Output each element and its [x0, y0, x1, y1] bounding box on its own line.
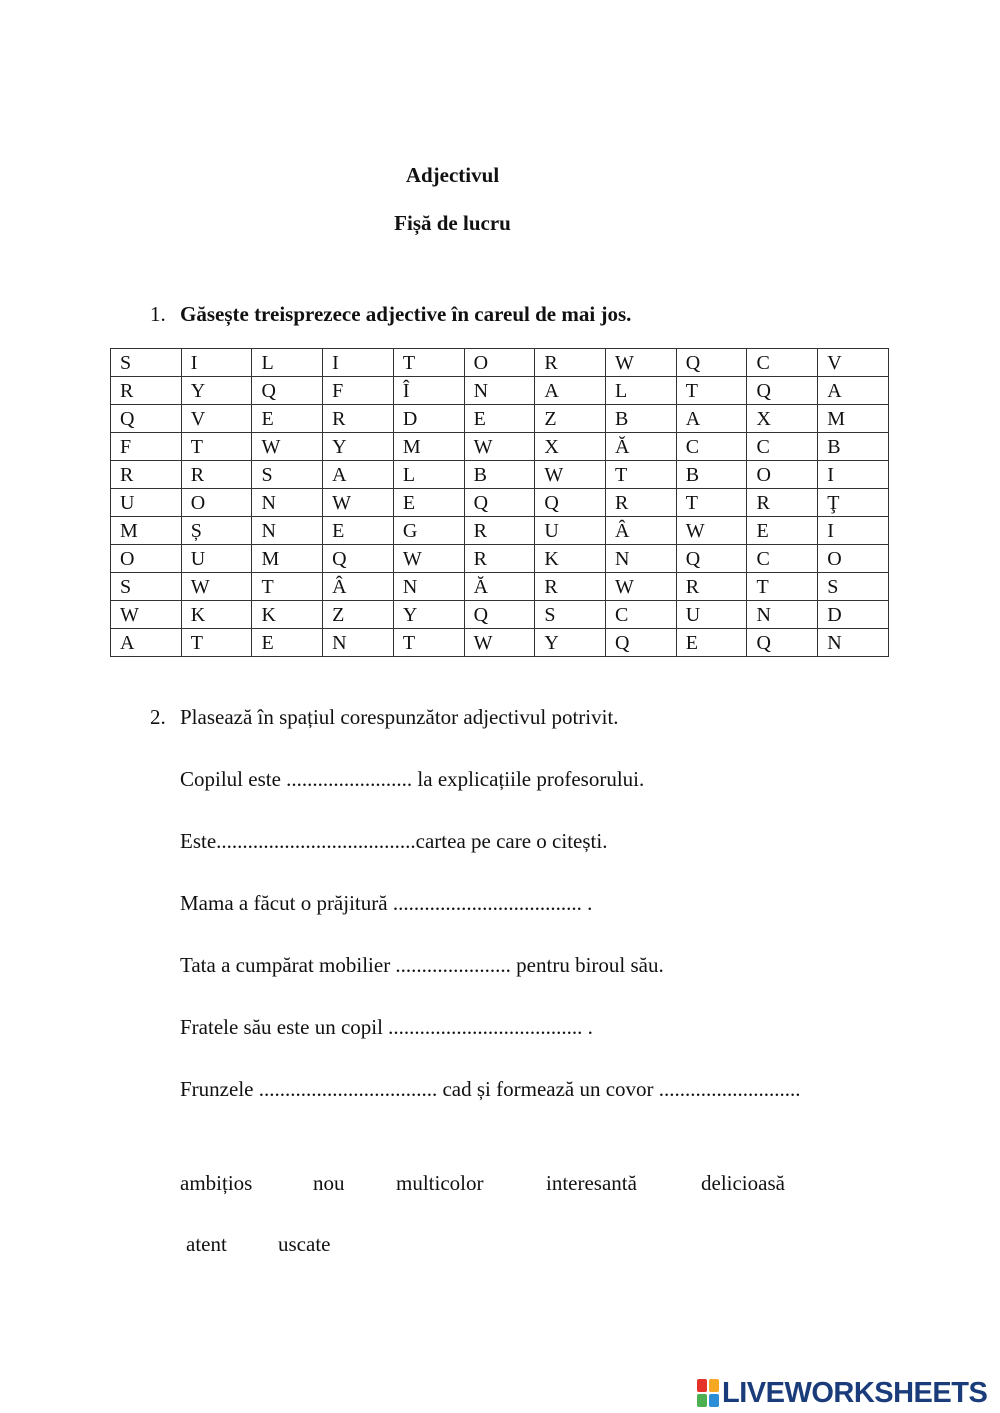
grid-cell: S: [252, 461, 323, 489]
grid-cell: S: [111, 573, 182, 601]
grid-cell: G: [393, 517, 464, 545]
exercise-1-number: 1.: [150, 302, 166, 326]
grid-cell: M: [111, 517, 182, 545]
grid-cell: U: [676, 601, 747, 629]
grid-cell: T: [747, 573, 818, 601]
grid-cell: O: [818, 545, 889, 573]
grid-cell: Q: [323, 545, 394, 573]
grid-cell: I: [818, 517, 889, 545]
grid-cell: W: [535, 461, 606, 489]
grid-row: [111, 629, 889, 657]
grid-cell: Ș: [181, 517, 252, 545]
grid-cell: M: [252, 545, 323, 573]
page-subtitle: Fișă de lucru: [394, 211, 511, 235]
grid-cell: O: [747, 461, 818, 489]
grid-cell: K: [181, 601, 252, 629]
fill-in-sentence: Fratele său este un copil ..................................... .: [180, 1015, 593, 1039]
grid-cell: S: [111, 349, 182, 377]
watermark-text: LIVEWORKSHEETS: [722, 1376, 988, 1409]
grid-cell: D: [818, 601, 889, 629]
grid-cell: R: [747, 489, 818, 517]
grid-cell: Ă: [606, 433, 677, 461]
grid-cell: Z: [535, 405, 606, 433]
grid-cell: W: [606, 573, 677, 601]
grid-cell: Q: [606, 629, 677, 657]
fill-in-sentence: Este......................................cartea pe care o citești.: [180, 829, 608, 853]
grid-cell: E: [323, 517, 394, 545]
grid-cell: R: [535, 573, 606, 601]
grid-cell: S: [535, 601, 606, 629]
word-bank-item: nou: [313, 1171, 345, 1195]
grid-cell: O: [181, 489, 252, 517]
grid-cell: B: [606, 405, 677, 433]
grid-cell: N: [464, 377, 535, 405]
word-bank-item: uscate: [278, 1232, 331, 1256]
word-bank-item: multicolor: [396, 1171, 484, 1195]
grid-row: [111, 349, 889, 377]
grid-cell: T: [181, 629, 252, 657]
grid-cell: C: [747, 433, 818, 461]
grid-row: [111, 517, 889, 545]
grid-cell: T: [393, 349, 464, 377]
grid-cell: L: [252, 349, 323, 377]
exercise-2-text: Plasează în spațiul corespunzător adjectivul potrivit.: [180, 705, 619, 729]
grid-cell: E: [747, 517, 818, 545]
grid-cell: W: [323, 489, 394, 517]
grid-cell: L: [393, 461, 464, 489]
grid-row: [111, 405, 889, 433]
exercise-1-text: Găsește treisprezece adjective în careul de mai jos.: [180, 302, 632, 326]
grid-cell: C: [676, 433, 747, 461]
grid-cell: S: [818, 573, 889, 601]
grid-cell: Q: [464, 601, 535, 629]
grid-cell: Q: [747, 377, 818, 405]
grid-cell: B: [464, 461, 535, 489]
grid-cell: N: [818, 629, 889, 657]
grid-cell: R: [464, 517, 535, 545]
grid-cell: O: [464, 349, 535, 377]
grid-row: [111, 433, 889, 461]
grid-cell: T: [676, 489, 747, 517]
grid-row: [111, 601, 889, 629]
grid-row: [111, 377, 889, 405]
word-bank-item: interesantă: [546, 1171, 637, 1195]
grid-cell: W: [393, 545, 464, 573]
grid-cell: N: [393, 573, 464, 601]
grid-cell: B: [676, 461, 747, 489]
grid-cell: A: [535, 377, 606, 405]
exercise-2-instruction: [150, 705, 619, 730]
grid-cell: Q: [464, 489, 535, 517]
grid-cell: A: [676, 405, 747, 433]
grid-cell: Q: [747, 629, 818, 657]
grid-cell: Q: [111, 405, 182, 433]
grid-cell: Q: [676, 349, 747, 377]
grid-cell: Q: [252, 377, 323, 405]
grid-cell: T: [606, 461, 677, 489]
word-bank-item: atent: [186, 1232, 227, 1256]
grid-cell: R: [676, 573, 747, 601]
grid-cell: Ă: [464, 573, 535, 601]
grid-cell: A: [818, 377, 889, 405]
grid-cell: E: [252, 629, 323, 657]
grid-cell: N: [323, 629, 394, 657]
exercise-2-number: 2.: [150, 705, 166, 729]
grid-cell: D: [393, 405, 464, 433]
grid-cell: R: [606, 489, 677, 517]
grid-cell: T: [181, 433, 252, 461]
exercise-1-instruction: [150, 302, 631, 327]
grid-cell: W: [252, 433, 323, 461]
grid-cell: W: [464, 629, 535, 657]
grid-cell: Â: [323, 573, 394, 601]
grid-cell: I: [818, 461, 889, 489]
grid-cell: L: [606, 377, 677, 405]
grid-cell: E: [393, 489, 464, 517]
grid-cell: W: [111, 601, 182, 629]
grid-cell: Z: [323, 601, 394, 629]
liveworksheets-logo: [697, 1376, 987, 1410]
grid-cell: K: [252, 601, 323, 629]
grid-cell: C: [606, 601, 677, 629]
grid-cell: X: [747, 405, 818, 433]
grid-cell: E: [464, 405, 535, 433]
grid-cell: R: [181, 461, 252, 489]
grid-cell: X: [535, 433, 606, 461]
grid-row: [111, 461, 889, 489]
grid-cell: C: [747, 349, 818, 377]
fill-in-sentence: Tata a cumpărat mobilier ...................... pentru biroul său.: [180, 953, 664, 977]
page-title: Adjectivul: [405, 163, 500, 187]
grid-cell: O: [111, 545, 182, 573]
fill-in-sentence: Copilul este ........................ la explicațiile profesorului.: [180, 767, 645, 791]
fill-in-sentence: Frunzele .................................. cad și formează un covor ...........................: [180, 1077, 801, 1101]
grid-cell: F: [111, 433, 182, 461]
grid-cell: Â: [606, 517, 677, 545]
grid-cell: F: [323, 377, 394, 405]
grid-cell: E: [676, 629, 747, 657]
grid-cell: E: [252, 405, 323, 433]
grid-cell: V: [181, 405, 252, 433]
grid-cell: Q: [535, 489, 606, 517]
grid-row: [111, 545, 889, 573]
grid-cell: M: [818, 405, 889, 433]
grid-row: [111, 489, 889, 517]
grid-cell: T: [393, 629, 464, 657]
grid-cell: T: [252, 573, 323, 601]
grid-cell: W: [606, 349, 677, 377]
grid-cell: R: [464, 545, 535, 573]
grid-cell: R: [111, 461, 182, 489]
grid-cell: R: [535, 349, 606, 377]
grid-cell: W: [464, 433, 535, 461]
grid-cell: N: [747, 601, 818, 629]
grid-cell: N: [252, 489, 323, 517]
word-bank-item: ambițios: [180, 1171, 253, 1195]
fill-in-sentence: Mama a făcut o prăjitură .................................... .: [180, 891, 593, 915]
word-bank-item: delicioasă: [701, 1171, 785, 1195]
grid-cell: V: [818, 349, 889, 377]
grid-cell: Ţ: [818, 489, 889, 517]
grid-cell: Q: [676, 545, 747, 573]
grid-cell: N: [606, 545, 677, 573]
grid-cell: U: [535, 517, 606, 545]
grid-row: [111, 573, 889, 601]
grid-cell: W: [181, 573, 252, 601]
grid-cell: I: [181, 349, 252, 377]
grid-cell: C: [747, 545, 818, 573]
grid-cell: Y: [323, 433, 394, 461]
grid-cell: W: [676, 517, 747, 545]
word-search-grid: [110, 348, 889, 657]
liveworksheets-logo-icon: [697, 1379, 719, 1407]
grid-cell: M: [393, 433, 464, 461]
grid-cell: Y: [535, 629, 606, 657]
grid-cell: A: [323, 461, 394, 489]
grid-cell: Î: [393, 377, 464, 405]
grid-cell: R: [111, 377, 182, 405]
grid-cell: R: [323, 405, 394, 433]
grid-cell: N: [252, 517, 323, 545]
grid-cell: Y: [393, 601, 464, 629]
grid-cell: A: [111, 629, 182, 657]
grid-cell: Y: [181, 377, 252, 405]
grid-cell: I: [323, 349, 394, 377]
grid-cell: K: [535, 545, 606, 573]
grid-cell: U: [181, 545, 252, 573]
grid-cell: T: [676, 377, 747, 405]
grid-cell: U: [111, 489, 182, 517]
grid-cell: B: [818, 433, 889, 461]
